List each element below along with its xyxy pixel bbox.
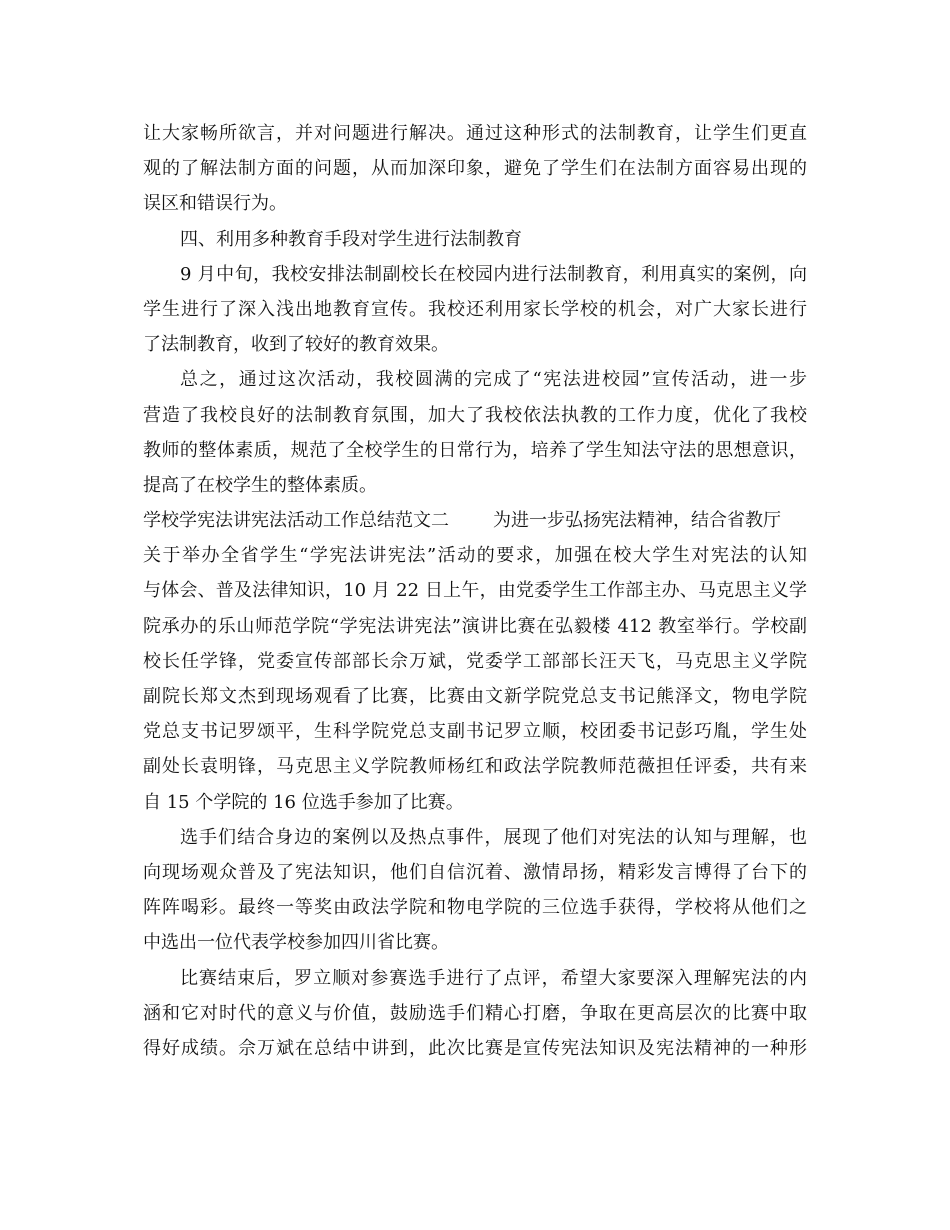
- text-line: 校长任学锋，党委宣传部部长佘万斌，党委学工部部长汪天飞，马克思主义学院: [143, 650, 807, 672]
- text-line: 向现场观众普及了宪法知识，他们自信沉着、激情昂扬，精彩发言博得了台下的: [143, 861, 807, 883]
- text-line: 党总支书记罗颂平，生科学院党总支副书记罗立顺，校团委书记彭巧胤，学生处: [143, 721, 807, 743]
- text-line: 副处长袁明锋，马克思主义学院教师杨红和政法学院教师范薇担任评委，共有来: [143, 756, 807, 778]
- text-line: 误区和错误行为。: [143, 193, 287, 215]
- text-line: 得好成绩。佘万斌在总结中讲到，此次比赛是宣传宪法知识及宪法精神的一种形: [143, 1037, 807, 1059]
- text-line: 学生进行了深入浅出地教育宣传。我校还利用家长学校的机会，对广大家长进行: [143, 298, 807, 320]
- text-line: 比赛结束后，罗立顺对参赛选手进行了点评，希望大家要深入理解宪法的内: [180, 967, 807, 989]
- document-page: [143, 116, 807, 1066]
- article-title: 学校学宪法讲宪法活动工作总结范文二: [143, 510, 449, 532]
- text-line: 自 15 个学院的 16 位选手参加了比赛。: [143, 791, 464, 813]
- text-line: 与体会、普及法律知识，10 月 22 日上午，由党委学生工作部主办、马克思主义学: [143, 580, 807, 602]
- text-line: 院承办的乐山师范学院“学宪法讲宪法”演讲比赛在弘毅楼 412 教室举行。学校副: [143, 615, 807, 637]
- section-heading: 四、利用多种教育手段对学生进行法制教育: [180, 228, 522, 250]
- text-line: 了法制教育，收到了较好的教育效果。: [143, 334, 449, 356]
- text-line: 关于举办全省学生“学宪法讲宪法”活动的要求，加强在校大学生对宪法的认知: [143, 545, 807, 567]
- text-line: 提高了在校学生的整体素质。: [143, 474, 377, 496]
- text-line: 副院长郑文杰到现场观看了比赛，比赛由文新学院党总支书记熊泽文，物电学院: [143, 686, 807, 707]
- text-line: 总之，通过这次活动，我校圆满的完成了“宪法进校园”宣传活动，进一步: [180, 369, 807, 391]
- text-line: 涵和它对时代的意义与价值，鼓励选手们精心打磨，争取在更高层次的比赛中取: [143, 1002, 807, 1024]
- text-line: 观的了解法制方面的问题，从而加深印象，避免了学生们在法制方面容易出现的: [143, 158, 807, 180]
- text-line: 9 月中旬，我校安排法制副校长在校园内进行法制教育，利用真实的案例，向: [180, 263, 807, 285]
- text-fragment: 为进一步弘扬宪法精神，结合省教厅: [493, 510, 781, 532]
- article-title-line: [143, 503, 807, 538]
- text-line: 营造了我校良好的法制教育氛围，加大了我校依法执教的工作力度，优化了我校: [143, 404, 807, 426]
- text-line: 教师的整体素质，规范了全校学生的日常行为，培养了学生知法守法的思想意识，: [143, 439, 807, 461]
- text-line: 中选出一位代表学校参加四川省比赛。: [143, 932, 449, 954]
- text-line: 选手们结合身边的案例以及热点事件，展现了他们对宪法的认知与理解，也: [180, 826, 807, 848]
- text-line: 让大家畅所欲言，并对问题进行解决。通过这种形式的法制教育，让学生们更直: [143, 123, 807, 144]
- text-line: 阵阵喝彩。最终一等奖由政法学院和物电学院的三位选手获得，学校将从他们之: [143, 897, 807, 919]
